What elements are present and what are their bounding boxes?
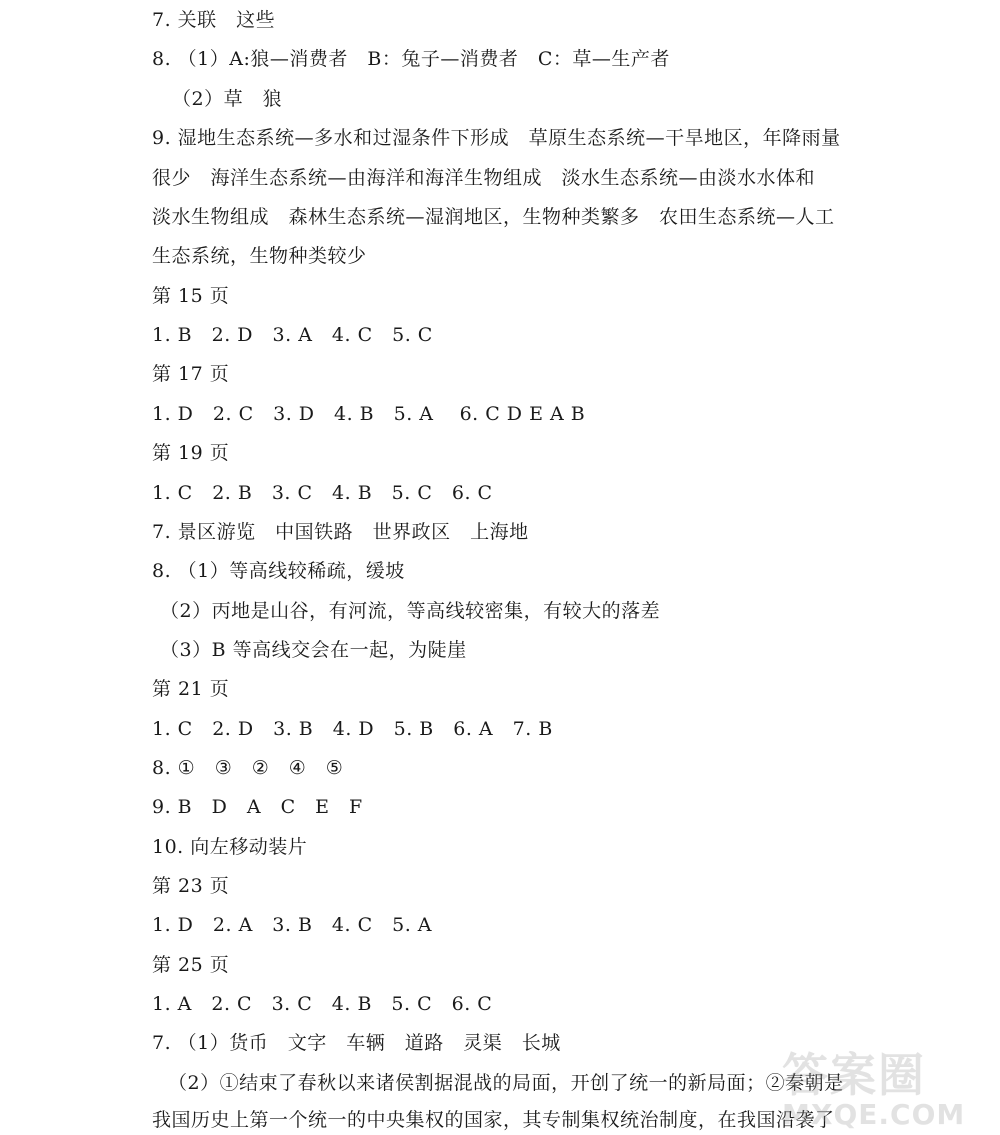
page-heading-17: 第 17 页 — [152, 363, 230, 385]
page-heading-19: 第 19 页 — [152, 442, 230, 464]
page-heading-21: 第 21 页 — [152, 678, 230, 700]
text-line-3: （2）草 狼 — [172, 88, 283, 110]
text-line-9: 1. B 2. D 3. A 4. C 5. C — [152, 324, 433, 346]
text-line-11: 1. D 2. C 3. D 4. B 5. A 6. C D E A B — [152, 403, 586, 425]
text-line-28: （2）①结束了春秋以来诸侯割据混战的局面，开创了统一的新局面；②秦朝是 — [168, 1072, 844, 1094]
text-line-17: （3）B 等高线交会在一起，为陡崖 — [160, 639, 467, 661]
watermark-mark: 答案圈 — [782, 1048, 926, 1102]
text-line-7: 生态系统，生物种类较少 — [152, 245, 367, 267]
text-line-15: 8. （1）等高线较稀疏，缓坡 — [152, 560, 405, 582]
watermark-site: MXQE.COM — [782, 1098, 966, 1131]
text-line-6: 淡水生物组成 森林生态系统—湿润地区，生物种类繁多 农田生态系统—人工 — [152, 206, 835, 228]
text-line-20: 8. ① ③ ② ④ ⑤ — [152, 757, 344, 779]
text-line-1: 7. 关联 这些 — [152, 9, 276, 31]
text-line-21: 9. B D A C E F — [152, 796, 363, 818]
text-line-13: 1. C 2. B 3. C 4. B 5. C 6. C — [152, 482, 493, 504]
text-line-26: 1. A 2. C 3. C 4. B 5. C 6. C — [152, 993, 493, 1015]
page-heading-15: 第 15 页 — [152, 285, 230, 307]
page-heading-23: 第 23 页 — [152, 875, 230, 897]
text-line-5: 很少 海洋生态系统—由海洋和海洋生物组成 淡水生态系统—由淡水水体和 — [152, 167, 816, 189]
text-line-24: 1. D 2. A 3. B 4. C 5. A — [152, 914, 433, 936]
text-line-16: （2）丙地是山谷，有河流，等高线较密集，有较大的落差 — [160, 600, 661, 622]
text-line-2: 8. （1）A:狼—消费者 B：兔子—消费者 C：草—生产者 — [152, 48, 670, 70]
page-heading-25: 第 25 页 — [152, 954, 230, 976]
watermark-logo — [782, 1039, 982, 1131]
text-line-19: 1. C 2. D 3. B 4. D 5. B 6. A 7. B — [152, 718, 553, 740]
text-line-27: 7. （1）货币 文字 车辆 道路 灵渠 长城 — [152, 1032, 561, 1054]
text-line-29: 我国历史上第一个统一的中央集权的国家，其专制集权统治制度，在我国沿袭了 — [152, 1109, 835, 1131]
text-line-4: 9. 湿地生态系统—多水和过湿条件下形成 草原生态系统—干旱地区，年降雨量 — [152, 127, 841, 149]
text-line-22: 10. 向左移动装片 — [152, 836, 308, 858]
text-line-14: 7. 景区游览 中国铁路 世界政区 上海地 — [152, 521, 529, 543]
